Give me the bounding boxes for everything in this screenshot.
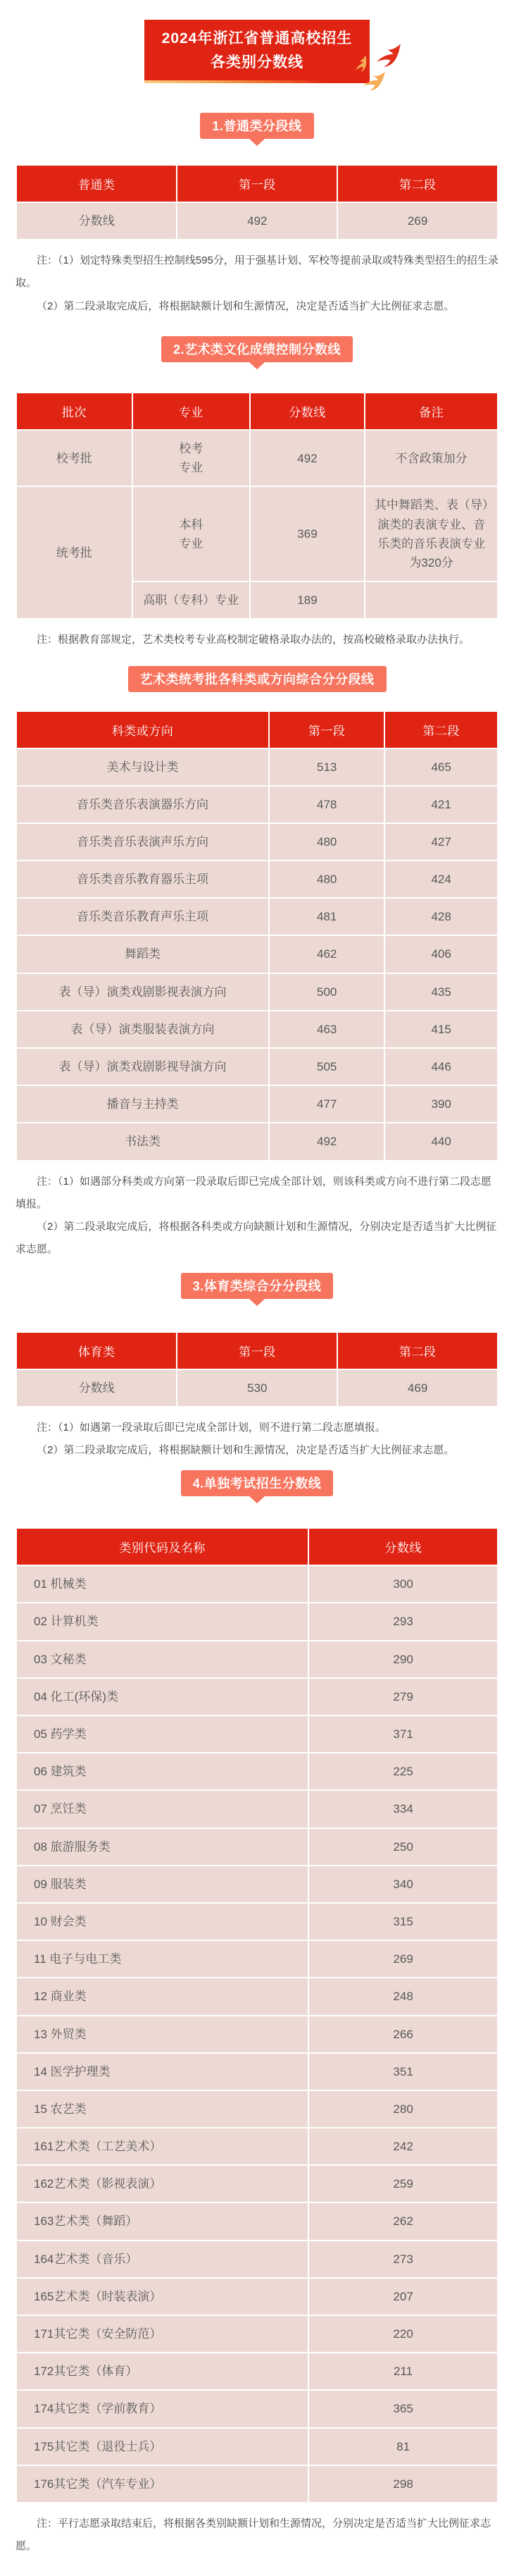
page-title bbox=[144, 20, 370, 83]
badge-pointer bbox=[249, 362, 265, 369]
section-badge: 4.单独考试招生分数线 bbox=[181, 1470, 334, 1496]
table-cell: 音乐类音乐教育声乐主项 bbox=[16, 898, 269, 935]
table-cell: 207 bbox=[308, 2278, 498, 2315]
table-cell: 15 农艺类 bbox=[16, 2090, 308, 2128]
table-cell: 369 bbox=[250, 486, 365, 581]
table-cell: 分数线 bbox=[16, 202, 177, 240]
note-paragraph: （2）第二段录取完成后，将根据缺额计划和生源情况，决定是否适当扩大比例征求志愿。 bbox=[37, 1444, 455, 1456]
table-cell: 480 bbox=[269, 823, 384, 861]
table-cell: 435 bbox=[384, 973, 498, 1011]
table-row bbox=[16, 2241, 498, 2278]
table-cell: 492 bbox=[177, 202, 337, 240]
table-row bbox=[16, 486, 498, 581]
table-cell: 250 bbox=[308, 1828, 498, 1866]
note-paragraph: 注：（1）如遇第一段录取后即已完成全部计划，则不进行第二段志愿填报。 bbox=[37, 1421, 386, 1434]
section-badge: 艺术类统考批各科类或方向综合分分段线 bbox=[128, 666, 387, 692]
table-cell: 174其它类（学前教育） bbox=[16, 2390, 308, 2427]
table-row bbox=[16, 823, 498, 861]
sports-score-table bbox=[15, 1331, 499, 1407]
table-row bbox=[16, 1715, 498, 1753]
table-cell: 08 旅游服务类 bbox=[16, 1828, 308, 1866]
table-cell: 高职（专科）专业 bbox=[132, 581, 250, 619]
table-row bbox=[16, 2202, 498, 2240]
table-cell: 14 医学护理类 bbox=[16, 2053, 308, 2090]
section-badge: 2.艺术类文化成绩控制分数线 bbox=[161, 336, 353, 362]
table-cell: 351 bbox=[308, 2053, 498, 2090]
table-row bbox=[16, 2465, 498, 2503]
table-row bbox=[16, 1603, 498, 1640]
table-cell: 171其它类（安全防范） bbox=[16, 2315, 308, 2353]
table-cell: 279 bbox=[308, 1678, 498, 1715]
table-header-row bbox=[16, 165, 498, 202]
table-cell: 273 bbox=[308, 2241, 498, 2278]
table-cell: 481 bbox=[269, 898, 384, 935]
table-row bbox=[16, 748, 498, 786]
table-cell: 表（导）演类服装表演方向 bbox=[16, 1011, 269, 1048]
table-cell: 248 bbox=[308, 1978, 498, 2015]
badge-row bbox=[0, 336, 514, 369]
section-general bbox=[0, 113, 514, 318]
table-row bbox=[16, 2016, 498, 2053]
table-cell: 175其它类（退役士兵） bbox=[16, 2428, 308, 2465]
table-cell: 293 bbox=[308, 1603, 498, 1640]
notes bbox=[15, 2513, 499, 2558]
column-header: 第一段 bbox=[269, 711, 384, 748]
table-cell: 05 药学类 bbox=[16, 1715, 308, 1753]
table-row bbox=[16, 430, 498, 486]
table-row bbox=[16, 1641, 498, 1678]
table-cell: 300 bbox=[308, 1565, 498, 1603]
table-cell: 06 建筑类 bbox=[16, 1753, 308, 1790]
table-row bbox=[16, 1048, 498, 1085]
table-cell: 469 bbox=[337, 1369, 498, 1407]
table-row bbox=[16, 2090, 498, 2128]
table-cell: 172其它类（体育） bbox=[16, 2353, 308, 2390]
table-row bbox=[16, 1866, 498, 1903]
table-cell: 211 bbox=[308, 2353, 498, 2390]
table-cell: 176其它类（汽车专业） bbox=[16, 2465, 308, 2503]
table-cell: 298 bbox=[308, 2465, 498, 2503]
notes bbox=[15, 629, 499, 651]
section-art-comprehensive bbox=[0, 666, 514, 1262]
title-line-1: 2024年浙江省普通高校招生 bbox=[161, 30, 353, 47]
note-paragraph: （2）第二段录取完成后，将根据缺额计划和生源情况，决定是否适当扩大比例征求志愿。 bbox=[37, 300, 455, 312]
table-row bbox=[16, 1565, 498, 1603]
table-cell: 音乐类音乐表演声乐方向 bbox=[16, 823, 269, 861]
column-header: 科类或方向 bbox=[16, 711, 269, 748]
table-cell: 478 bbox=[269, 786, 384, 823]
table-cell: 315 bbox=[308, 1903, 498, 1940]
notes bbox=[15, 249, 499, 318]
column-header: 第一段 bbox=[177, 165, 337, 202]
column-header: 分数线 bbox=[308, 1528, 498, 1565]
table-cell: 音乐类音乐教育器乐主项 bbox=[16, 861, 269, 898]
badge-row bbox=[0, 1470, 514, 1503]
score-table bbox=[15, 1331, 499, 1407]
table-cell: 音乐类音乐表演器乐方向 bbox=[16, 786, 269, 823]
badge-pointer bbox=[249, 1299, 265, 1306]
table-row bbox=[16, 2353, 498, 2390]
note-paragraph: 注：（1）如遇部分科类或方向第一段录取后即已完成全部计划，则该科类或方向不进行第二段志愿填报。 bbox=[15, 1175, 491, 1210]
table-cell: 334 bbox=[308, 1790, 498, 1828]
table-cell: 500 bbox=[269, 973, 384, 1011]
table-cell: 480 bbox=[269, 861, 384, 898]
table-cell: 书法类 bbox=[16, 1123, 269, 1160]
table-row bbox=[16, 973, 498, 1011]
table-cell: 225 bbox=[308, 1753, 498, 1790]
table-cell: 492 bbox=[269, 1123, 384, 1160]
note-paragraph: 注：根据教育部规定，艺术类校考专业高校制定破格录取办法的，按高校破格录取办法执行。 bbox=[37, 634, 470, 646]
note-paragraph: 注：（1）划定特殊类型招生控制线595分，用于强基计划、军校等提前录取或特殊类型招生的招生录取。 bbox=[15, 254, 499, 290]
table-row bbox=[16, 1123, 498, 1160]
table-cell: 163艺术类（舞蹈） bbox=[16, 2202, 308, 2240]
title-gradient-strip bbox=[144, 80, 370, 83]
column-header: 第一段 bbox=[177, 1332, 337, 1369]
column-header: 备注 bbox=[365, 393, 498, 430]
table-row bbox=[16, 2428, 498, 2465]
column-header: 类别代码及名称 bbox=[16, 1528, 308, 1565]
table-row bbox=[16, 1085, 498, 1123]
table-cell: 513 bbox=[269, 748, 384, 786]
table-cell: 440 bbox=[384, 1123, 498, 1160]
table-cell: 165艺术类（时装表演） bbox=[16, 2278, 308, 2315]
table-cell: 其中舞蹈类、表（导）演类的表演专业、音乐类的音乐表演专业为320分 bbox=[365, 486, 498, 581]
table-row bbox=[16, 1011, 498, 1048]
table-cell: 371 bbox=[308, 1715, 498, 1753]
section-sports bbox=[0, 1273, 514, 1462]
table-cell: 美术与设计类 bbox=[16, 748, 269, 786]
column-header: 第二段 bbox=[337, 1332, 498, 1369]
note-paragraph: （2）第二段录取完成后，将根据各科类或方向缺额计划和生源情况，分别决定是否适当扩大比例征求志愿。 bbox=[15, 1221, 497, 1256]
table-row bbox=[16, 1940, 498, 1978]
table-cell: 421 bbox=[384, 786, 498, 823]
table-row bbox=[16, 1828, 498, 1866]
table-cell: 390 bbox=[384, 1085, 498, 1123]
column-header: 批次 bbox=[16, 393, 132, 430]
badge-pointer bbox=[249, 1496, 265, 1503]
table-cell: 12 商业类 bbox=[16, 1978, 308, 2015]
table-cell: 427 bbox=[384, 823, 498, 861]
section-art-culture bbox=[0, 336, 514, 652]
table-cell: 02 计算机类 bbox=[16, 1603, 308, 1640]
table-row bbox=[16, 935, 498, 973]
column-header: 第二段 bbox=[384, 711, 498, 748]
table-cell: 428 bbox=[384, 898, 498, 935]
table-row bbox=[16, 1903, 498, 1940]
art-comprehensive-score-table bbox=[15, 710, 499, 1161]
table-cell: 舞蹈类 bbox=[16, 935, 269, 973]
table-row bbox=[16, 202, 498, 240]
table-row bbox=[16, 2053, 498, 2090]
score-table bbox=[15, 710, 499, 1161]
table-cell: 477 bbox=[269, 1085, 384, 1123]
table-cell: 校考批 bbox=[16, 430, 132, 486]
table-header-row bbox=[16, 1528, 498, 1565]
art-culture-score-table bbox=[15, 392, 499, 620]
table-cell: 220 bbox=[308, 2315, 498, 2353]
table-cell: 表（导）演类戏剧影视导演方向 bbox=[16, 1048, 269, 1085]
table-cell: 269 bbox=[308, 1940, 498, 1978]
table-row bbox=[16, 2128, 498, 2165]
table-row bbox=[16, 1978, 498, 2015]
table-cell: 07 烹饪类 bbox=[16, 1790, 308, 1828]
section-separate-exam bbox=[0, 1470, 514, 2558]
table-row bbox=[16, 2278, 498, 2315]
table-cell: 492 bbox=[250, 430, 365, 486]
table-cell: 365 bbox=[308, 2390, 498, 2427]
table-cell: 统考批 bbox=[16, 486, 132, 619]
table-cell: 不含政策加分 bbox=[365, 430, 498, 486]
table-cell: 11 电子与电工类 bbox=[16, 1940, 308, 1978]
general-score-table bbox=[15, 164, 499, 240]
page-header bbox=[0, 0, 514, 83]
table-cell: 03 文秘类 bbox=[16, 1641, 308, 1678]
column-header: 体育类 bbox=[16, 1332, 177, 1369]
title-line-2: 各类别分数线 bbox=[211, 54, 303, 70]
table-row bbox=[16, 1678, 498, 1715]
table-header-row bbox=[16, 711, 498, 748]
table-cell: 415 bbox=[384, 1011, 498, 1048]
table-cell: 266 bbox=[308, 2016, 498, 2053]
table-row bbox=[16, 1790, 498, 1828]
table-cell: 01 机械类 bbox=[16, 1565, 308, 1603]
column-header: 第二段 bbox=[337, 165, 498, 202]
table-row bbox=[16, 2390, 498, 2427]
note-paragraph: 注：平行志愿录取结束后，将根据各类别缺额计划和生源情况，分别决定是否适当扩大比例征求志愿。 bbox=[15, 2517, 491, 2553]
table-row bbox=[16, 1369, 498, 1407]
table-cell: 播音与主持类 bbox=[16, 1085, 269, 1123]
table-cell: 505 bbox=[269, 1048, 384, 1085]
table-cell: 10 财会类 bbox=[16, 1903, 308, 1940]
table-row bbox=[16, 786, 498, 823]
table-cell: 259 bbox=[308, 2165, 498, 2202]
table-cell: 13 外贸类 bbox=[16, 2016, 308, 2053]
score-table bbox=[15, 1527, 499, 2503]
badge-row bbox=[0, 666, 514, 692]
table-cell: 04 化工(环保)类 bbox=[16, 1678, 308, 1715]
bird-icon-red bbox=[376, 41, 401, 69]
table-cell: 424 bbox=[384, 861, 498, 898]
table-cell: 465 bbox=[384, 748, 498, 786]
table-cell: 162艺术类（影视表演） bbox=[16, 2165, 308, 2202]
table-cell: 09 服装类 bbox=[16, 1866, 308, 1903]
table-cell: 本科 专业 bbox=[132, 486, 250, 581]
badge-pointer bbox=[249, 139, 265, 146]
table-cell: 340 bbox=[308, 1866, 498, 1903]
table-cell: 161艺术类（工艺美术） bbox=[16, 2128, 308, 2165]
table-cell: 462 bbox=[269, 935, 384, 973]
table-cell: 530 bbox=[177, 1369, 337, 1407]
score-table bbox=[15, 392, 499, 620]
table-cell: 分数线 bbox=[16, 1369, 177, 1407]
table-cell: 406 bbox=[384, 935, 498, 973]
table-cell: 269 bbox=[337, 202, 498, 240]
table-cell: 262 bbox=[308, 2202, 498, 2240]
table-row bbox=[16, 898, 498, 935]
notes bbox=[15, 1417, 499, 1462]
column-header: 专业 bbox=[132, 393, 250, 430]
table-header-row bbox=[16, 1332, 498, 1369]
table-cell: 446 bbox=[384, 1048, 498, 1085]
table-row bbox=[16, 2165, 498, 2202]
table-row bbox=[16, 1753, 498, 1790]
table-cell: 81 bbox=[308, 2428, 498, 2465]
column-header: 分数线 bbox=[250, 393, 365, 430]
table-header-row bbox=[16, 393, 498, 430]
table-row bbox=[16, 2315, 498, 2353]
table-cell: 280 bbox=[308, 2090, 498, 2128]
table-cell: 189 bbox=[250, 581, 365, 619]
table-cell bbox=[365, 581, 498, 619]
score-table bbox=[15, 164, 499, 240]
table-cell: 表（导）演类戏剧影视表演方向 bbox=[16, 973, 269, 1011]
separate-exam-score-table bbox=[15, 1527, 499, 2503]
section-badge: 3.体育类综合分分段线 bbox=[181, 1273, 334, 1299]
column-header: 普通类 bbox=[16, 165, 177, 202]
table-cell: 校考 专业 bbox=[132, 430, 250, 486]
badge-row bbox=[0, 113, 514, 146]
notes bbox=[15, 1171, 499, 1262]
table-cell: 290 bbox=[308, 1641, 498, 1678]
badge-row bbox=[0, 1273, 514, 1306]
table-cell: 164艺术类（音乐） bbox=[16, 2241, 308, 2278]
table-row bbox=[16, 861, 498, 898]
table-cell: 242 bbox=[308, 2128, 498, 2165]
table-cell: 463 bbox=[269, 1011, 384, 1048]
section-badge: 1.普通类分段线 bbox=[200, 113, 313, 139]
